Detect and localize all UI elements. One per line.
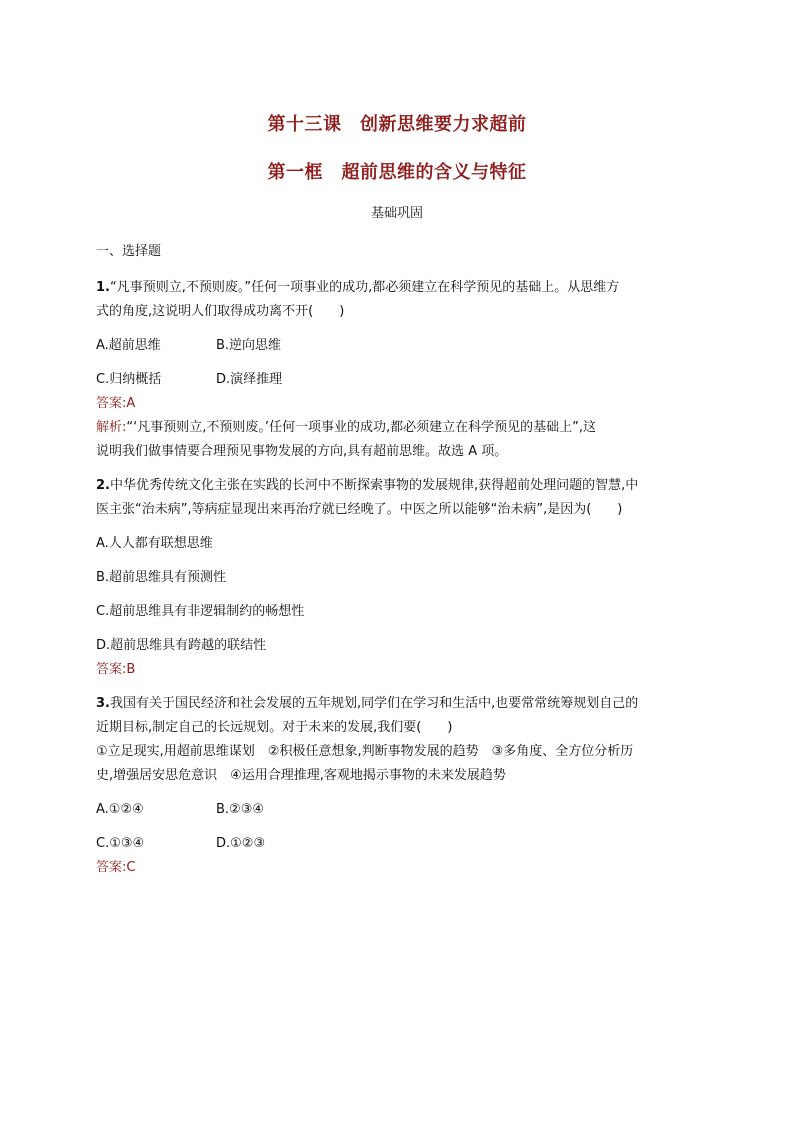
question-1-analysis-line1: 解析:“‘凡事预则立,不预则废。’任何一项事业的成功,都必须建立在科学预见的基础上”,这 xyxy=(96,420,597,435)
question-1-analysis-label: 解析: xyxy=(96,420,127,435)
question-1-analysis-line2: 说明我们做事情要合理预见事物发展的方向,具有超前思维。故选 A 项。 xyxy=(96,444,508,459)
question-2-answer: 答案:B xyxy=(96,662,136,677)
question-1-option-a: A.超前思维 xyxy=(96,338,161,353)
question-3-option-b: B.②③④ xyxy=(216,802,265,817)
question-1-option-c: C.归纳概括 xyxy=(96,372,162,387)
question-3-option-a: A.①②④ xyxy=(96,802,144,817)
question-2-option-c: C.超前思维具有非逻辑制约的畅想性 xyxy=(96,604,305,619)
question-1-option-b: B.逆向思维 xyxy=(216,338,282,353)
question-3-stem-line1: 3.我国有关于国民经济和社会发展的五年规划,同学们在学习和生活中,也要常常统筹规划自己的 xyxy=(96,696,639,711)
question-1-answer: 答案:A xyxy=(96,396,136,411)
question-2-number: 2. xyxy=(96,478,110,493)
question-2-options xyxy=(96,532,696,658)
question-3-options-row2 xyxy=(96,832,696,856)
part-heading: 一、选择题 xyxy=(96,244,162,259)
question-3-option-d: D.①②③ xyxy=(216,836,266,851)
question-3-number: 3. xyxy=(96,696,110,711)
question-2-option-b: B.超前思维具有预测性 xyxy=(96,570,227,585)
question-1-stem-line2: 式的角度,这说明人们取得成功离不开( ) xyxy=(96,304,345,319)
question-2 xyxy=(96,474,696,682)
question-1-number: 1. xyxy=(96,280,110,295)
question-3-option-c: C.①③④ xyxy=(96,836,145,851)
question-3-stem-line2: 近期目标,制定自己的长远规划。对于未来的发展,我们要( ) xyxy=(96,720,453,735)
question-1-option-d: D.演绎推理 xyxy=(216,372,283,387)
question-2-stem-line1: 2.中华优秀传统文化主张在实践的长河中不断探索事物的发展规律,获得超前处理问题的智慧,中 xyxy=(96,478,639,493)
question-2-stem-line2: 医主张“治未病”,等病症显现出来再治疗就已经晚了。中医之所以能够“治未病”,是因为( ) xyxy=(96,502,623,517)
question-3-options-row1 xyxy=(96,798,696,822)
lesson-title: 第十三课 创新思维要力求超前 xyxy=(267,114,527,135)
question-2-option-d: D.超前思维具有跨越的联结性 xyxy=(96,638,267,653)
question-3-items-line1: ①立足现实,用超前思维谋划 ②积极任意想象,判断事物发展的趋势 ③多角度、全方位分析历 xyxy=(96,744,634,759)
question-content xyxy=(96,240,696,880)
question-3-items-line2: 史,增强居安思危意识 ④运用合理推理,客观地揭示事物的未来发展趋势 xyxy=(96,768,506,783)
section-title: 第一框 超前思维的含义与特征 xyxy=(267,162,527,183)
question-3 xyxy=(96,692,696,880)
question-1-stem-line1: 1.“凡事预则立,不预则废。”任何一项事业的成功,都必须建立在科学预见的基础上。从思维方 xyxy=(96,280,620,295)
question-1 xyxy=(96,276,696,464)
question-3-answer: 答案:C xyxy=(96,860,136,875)
question-1-options-row2 xyxy=(96,368,696,392)
question-2-option-a: A.人人都有联想思维 xyxy=(96,536,213,551)
question-1-options-row1 xyxy=(96,334,696,358)
subsection-heading: 基础巩固 xyxy=(370,206,423,221)
